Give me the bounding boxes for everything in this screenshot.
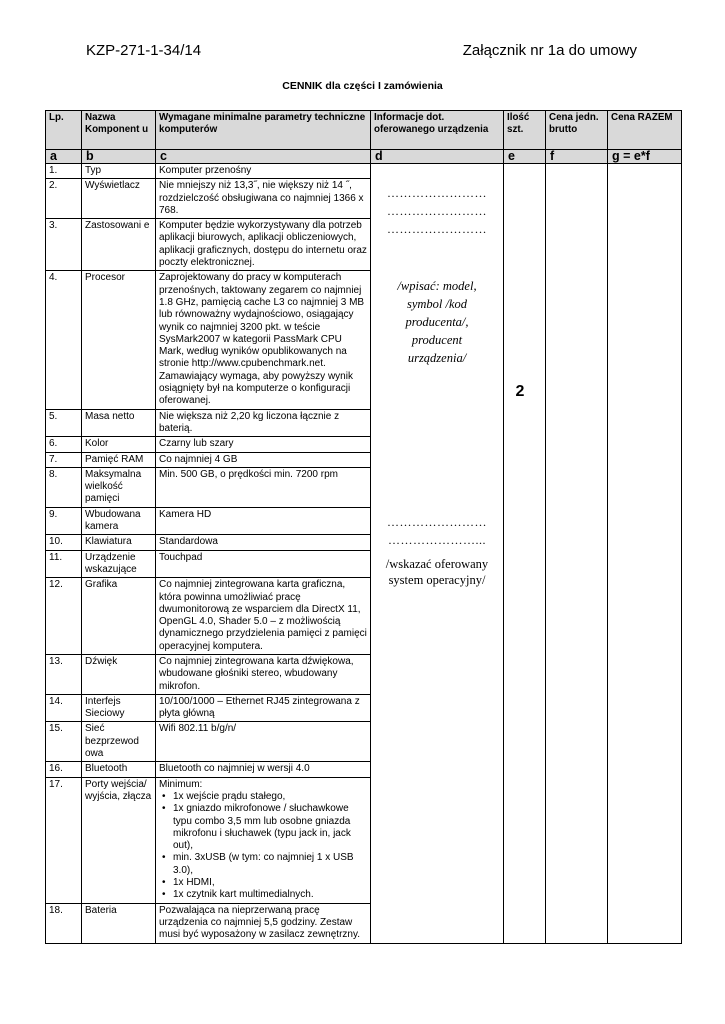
quantity-value: 2 [515, 383, 525, 400]
component-spec: Co najmniej zintegrowana karta graficzna, która powinna umożliwiać pracę dwumonitorową ze wsparciem dla DirectX 11, OpenGL 4.0, Shader 5.0 – z możliwością dynamicznego przydzielenia pamięci z pamięci operacyjnej komputera. [156, 578, 371, 655]
quantity-cell [504, 164, 546, 944]
component-spec: Nie większa niż 2,20 kg liczona łącznie z baterią. [156, 409, 371, 437]
page-title: CENNIK dla części I zamówienia [282, 80, 443, 92]
col-header-name: Nazwa Komponent u [82, 111, 156, 150]
col-header-spec: Wymagane minimalne parametry techniczne komputerów [156, 111, 371, 150]
col-letter-g: g = e*f [608, 150, 682, 164]
list-item: • 1x czytnik kart multimedialnych. [173, 889, 367, 901]
component-spec: Touchpad [156, 550, 371, 578]
col-header-lp: Lp. [46, 111, 82, 150]
row-number: 17. [46, 777, 82, 903]
component-name: Wbudowana kamera [82, 507, 156, 535]
col-letter-d: d [371, 150, 504, 164]
component-name: Dźwięk [82, 654, 156, 694]
row-number: 1. [46, 164, 82, 179]
component-spec: Kamera HD [156, 507, 371, 535]
row-number: 6. [46, 437, 82, 452]
row-number: 18. [46, 903, 82, 943]
document-reference: KZP-271-1-34/14 [86, 42, 202, 59]
component-name: Interfejs Sieciowy [82, 694, 156, 722]
row-number: 3. [46, 219, 82, 271]
list-item: • min. 3xUSB (w tym: co najmniej 1 x USB 3.0), [173, 852, 367, 877]
row-number: 15. [46, 722, 82, 762]
component-spec: Co najmniej zintegrowana karta dźwiękowa, wbudowane głośniki stereo, wbudowany mikrofon. [156, 654, 371, 694]
total-price-cell [608, 164, 682, 944]
component-spec: Komputer będzie wykorzystywany dla potrzeb aplikacji biurowych, aplikacji obliczeniowych, aplikacji graficznych, dostępu do internetu oraz poczty elektronicznej. [156, 219, 371, 271]
row-number: 5. [46, 409, 82, 437]
component-name: Maksymalna wielkość pamięci [82, 467, 156, 507]
attachment-label: Załącznik nr 1a do umowy [462, 42, 637, 59]
offer-os-note: /wskazać oferowany system operacyjny/ [385, 557, 489, 587]
offer-model-note: /wpisać: model, symbol /kod producenta/, producent urządzenia/ [397, 279, 477, 365]
col-letter-e: e [504, 150, 546, 164]
col-header-offer-info: Informacje dot. oferowanego urządzenia [371, 111, 504, 150]
component-name: Grafika [82, 578, 156, 655]
component-spec: Wifi 802.11 b/g/n/ [156, 722, 371, 762]
component-spec: Co najmniej 4 GB [156, 452, 371, 467]
col-letter-c: c [156, 150, 371, 164]
component-spec: Bluetooth co najmniej w wersji 4.0 [156, 762, 371, 777]
row-number: 2. [46, 179, 82, 219]
ports-intro: Minimum: [159, 778, 203, 790]
col-header-quantity: Ilość szt. [504, 111, 546, 150]
component-name: Bateria [82, 903, 156, 943]
row-number: 8. [46, 467, 82, 507]
component-name: Bluetooth [82, 762, 156, 777]
row-number: 14. [46, 694, 82, 722]
table-header-row [46, 111, 682, 150]
row-number: 16. [46, 762, 82, 777]
list-item: • 1x HDMI, [173, 877, 367, 889]
component-spec: Czarny lub szary [156, 437, 371, 452]
table-letter-row [46, 150, 682, 164]
offer-dots-line-3: …………………… [387, 222, 487, 236]
component-spec: Min. 500 GB, o prędkości min. 7200 rpm [156, 467, 371, 507]
col-header-total-price: Cena RAZEM [608, 111, 682, 150]
row-number: 9. [46, 507, 82, 535]
price-table [45, 110, 682, 944]
component-name: Wyświetlacz [82, 179, 156, 219]
component-spec [156, 777, 371, 903]
component-spec: Standardowa [156, 535, 371, 550]
component-name: Urządzenie wskazujące [82, 550, 156, 578]
component-name: Porty wejścia/ wyjścia, złącza [82, 777, 156, 903]
component-name: Klawiatura [82, 535, 156, 550]
ports-list [159, 791, 367, 902]
list-item: • 1x gniazdo mikrofonowe / słuchawkowe typu combo 3,5 mm lub osobne gniazda mikrofonu i słuchawek (typu jack in, jack out), [173, 803, 367, 852]
component-spec: Pozwalająca na nieprzerwaną pracę urządzenia co najmniej 5,5 godziny. Zestaw musi być wyposażony w zasilacz zewnętrzny. [156, 903, 371, 943]
component-spec: 10/100/1000 – Ethernet RJ45 zintegrowana z płyta główną [156, 694, 371, 722]
component-name: Procesor [82, 271, 156, 409]
component-name: Pamięć RAM [82, 452, 156, 467]
row-number: 11. [46, 550, 82, 578]
offer-dots-line-5: …………………... [388, 533, 486, 547]
component-name: Typ [82, 164, 156, 179]
component-spec: Zaprojektowany do pracy w komputerach przenośnych, taktowany zegarem co najmniej 1.8 GHz, pamięcią cache L3 co najmniej 3 MB lub równoważny wydajnościowo, osiągający wynik co najmniej 3200 pkt. w teście SysMark2007 w kategorii PassMark CPU Mark, według wyników opublikowanych na stronie http://www.cpubenchmark.net. Zamawiający wymaga, aby powyższy wynik osiągnięty był na komputerze o konfiguracji oferowanej. [156, 271, 371, 409]
row-number: 13. [46, 654, 82, 694]
offer-dots-line-2: …………………… [387, 204, 487, 218]
row-number: 4. [46, 271, 82, 409]
offer-info-cell [371, 164, 504, 944]
offer-dots-line-1: …………………… [387, 186, 487, 200]
component-spec: Nie mniejszy niż 13,3˝, nie większy niż 14 ˝, rozdzielczość obsługiwana co najmniej 1366 x 768. [156, 179, 371, 219]
unit-price-cell [546, 164, 608, 944]
offer-dots-line-4: …………………… [387, 515, 487, 529]
component-spec: Komputer przenośny [156, 164, 371, 179]
component-name: Sieć bezprzewod owa [82, 722, 156, 762]
row-number: 12. [46, 578, 82, 655]
component-name: Kolor [82, 437, 156, 452]
table-row [46, 164, 682, 179]
col-letter-f: f [546, 150, 608, 164]
component-name: Masa netto [82, 409, 156, 437]
list-item: • 1x wejście prądu stałego, [173, 791, 367, 803]
row-number: 7. [46, 452, 82, 467]
row-number: 10. [46, 535, 82, 550]
col-header-unit-price: Cena jedn. brutto [546, 111, 608, 150]
component-name: Zastosowani e [82, 219, 156, 271]
col-letter-a: a [46, 150, 82, 164]
col-letter-b: b [82, 150, 156, 164]
